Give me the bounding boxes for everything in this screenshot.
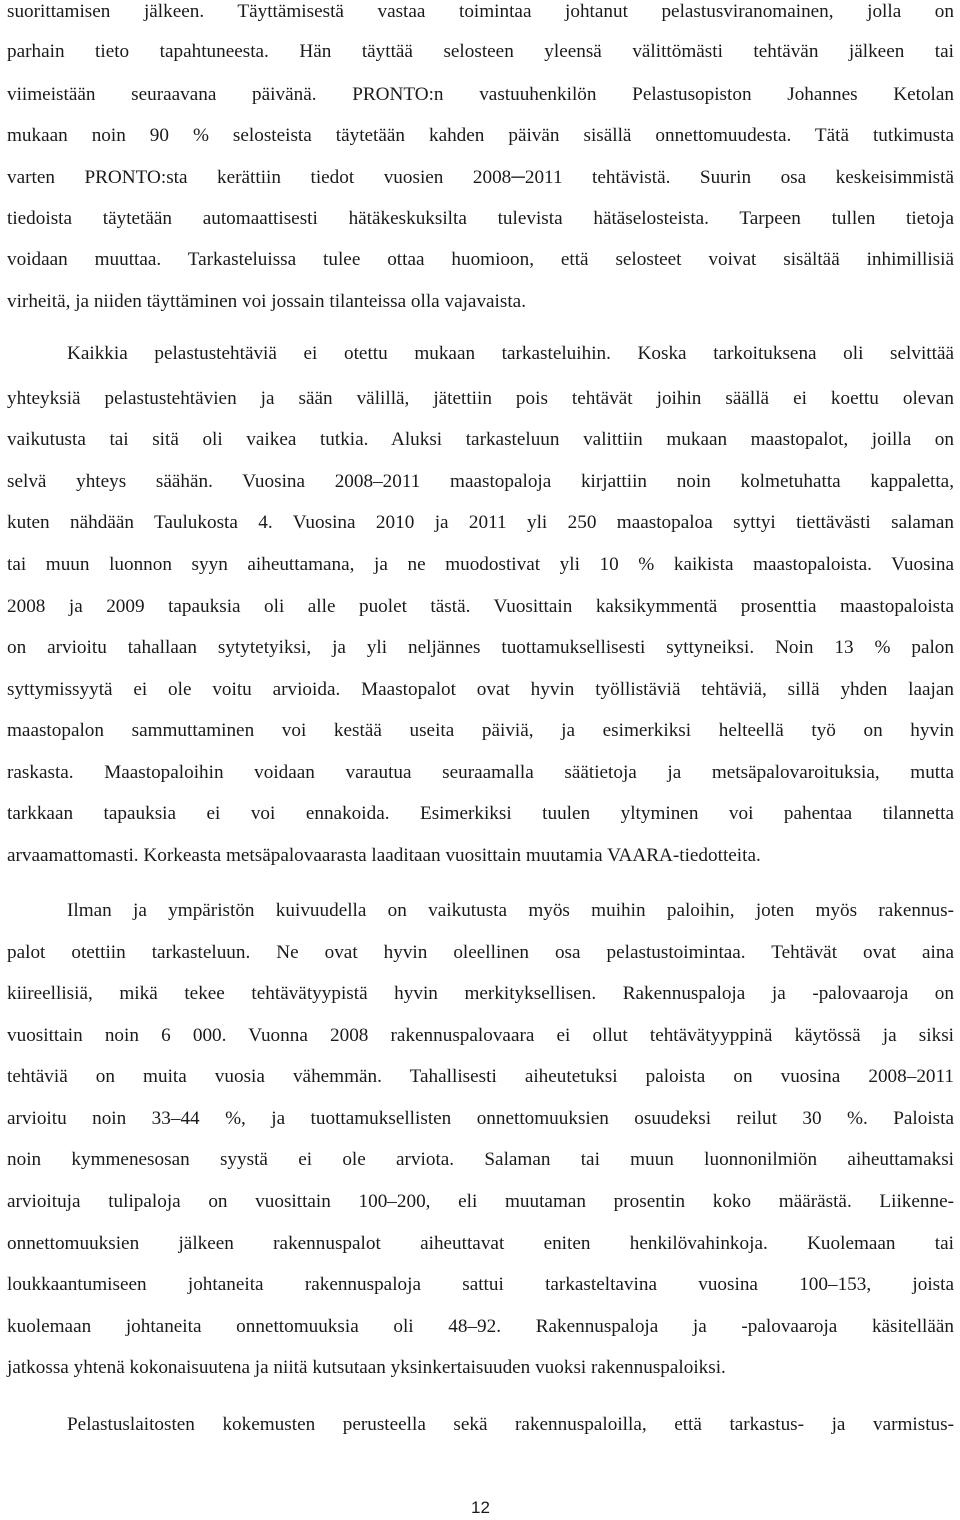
text-line: maastopalon sammuttaminen voi kestää useita päiviä, ja esimerkiksi helteellä työ on hyvin bbox=[7, 720, 954, 741]
document-page bbox=[7, 0, 954, 1520]
text-line: loukkaantumiseen johtaneita rakennuspaloja sattui tarkasteltavina vuosina 100–153, joista bbox=[7, 1274, 954, 1295]
text-line: onnettomuuksien jälkeen rakennuspalot aiheuttavat eniten henkilövahinkoja. Kuolemaan tai bbox=[7, 1233, 954, 1254]
text-line: tiedoista täytetään automaattisesti hätäkeskuksilta tulevista hätäselosteista. Tarpeen tullen tietoja bbox=[7, 208, 954, 229]
text-line: tai muun luonnon syyn aiheuttamana, ja ne muodostivat yli 10 % kaikista maastopaloista. Vuosina bbox=[7, 554, 954, 575]
text-line: Pelastuslaitosten kokemusten perusteella sekä rakennuspaloilla, että tarkastus- ja varmistus- bbox=[67, 1414, 954, 1435]
text-line: selvä yhteys säähän. Vuosina 2008–2011 maastopaloja kirjattiin noin kolmetuhatta kappaletta, bbox=[7, 471, 954, 492]
text-line: palot otettiin tarkasteluun. Ne ovat hyvin oleellinen osa pelastustoimintaa. Tehtävät ovat aina bbox=[7, 942, 954, 963]
text-line: syttymissyytä ei ole voitu arvioida. Maastopalot ovat hyvin työllistäviä tehtäviä, sillä yhden laajan bbox=[7, 679, 954, 700]
text-line: vuosittain noin 6 000. Vuonna 2008 rakennuspalovaara ei ollut tehtävätyyppinä käytössä ja siksi bbox=[7, 1025, 954, 1046]
text-line: Ilman ja ympäristön kuivuudella on vaikutusta myös muihin paloihin, joten myös rakennus- bbox=[67, 900, 954, 921]
text-line: voidaan muuttaa. Tarkasteluissa tulee ottaa huomioon, että selosteet voivat sisältää inhimillisiä bbox=[7, 249, 954, 270]
text-line: kuten nähdään Taulukosta 4. Vuosina 2010 ja 2011 yli 250 maastopaloa syttyi tiettävästi salaman bbox=[7, 512, 954, 533]
text-line: suorittamisen jälkeen. Täyttämisestä vastaa toimintaa johtanut pelastusviranomainen, jolla on bbox=[7, 1, 954, 22]
text-line: parhain tieto tapahtuneesta. Hän täyttää selosteen yleensä välittömästi tehtävän jälkeen tai bbox=[7, 41, 954, 62]
text-line: arvioitu noin 33–44 %, ja tuottamuksellisten onnettomuuksien osuudeksi reilut 30 %. Paloista bbox=[7, 1108, 954, 1129]
text-line: arvioituja tulipaloja on vuosittain 100–200, eli muutaman prosentin koko määrästä. Liikenne- bbox=[7, 1191, 954, 1212]
text-line: viimeistään seuraavana päivänä. PRONTO:n vastuuhenkilön Pelastusopiston Johannes Ketolan bbox=[7, 84, 954, 105]
text-line: tarkkaan tapauksia ei voi ennakoida. Esimerkiksi tuulen yltyminen voi pahentaa tilannetta bbox=[7, 803, 954, 824]
text-line: 2008 ja 2009 tapauksia oli alle puolet tästä. Vuosittain kaksikymmentä prosenttia maastopaloista bbox=[7, 596, 954, 617]
page-number: 12 bbox=[471, 1498, 490, 1517]
text-line: arvaamattomasti. Korkeasta metsäpalovaarasta laaditaan vuosittain muutamia VAARA-tiedotteita. bbox=[7, 845, 761, 866]
text-line: virheitä, ja niiden täyttäminen voi jossain tilanteissa olla vajavaista. bbox=[7, 291, 526, 312]
text-line: mukaan noin 90 % selosteista täytetään kahden päivän sisällä onnettomuudesta. Tätä tutkimusta bbox=[7, 125, 954, 146]
text-line: varten PRONTO:sta kerättiin tiedot vuosien 2008─2011 tehtävistä. Suurin osa keskeisimmistä bbox=[7, 167, 954, 188]
text-line: kiireellisiä, mikä tekee tehtävätyypistä hyvin merkityksellisen. Rakennuspaloja ja -palovaaroja on bbox=[7, 983, 954, 1004]
text-line: yhteyksiä pelastustehtävien ja sään välillä, jätettiin pois tehtävät joihin säällä ei koettu olevan bbox=[7, 388, 954, 409]
text-line: on arvioitu tahallaan sytytetyiksi, ja yli neljännes tuottamuksellisesti syttyneiksi. Noin 13 % palon bbox=[7, 637, 954, 658]
text-line: tehtäviä on muita vuosia vähemmän. Tahallisesti aiheutetuksi paloista on vuosina 2008–2011 bbox=[7, 1066, 954, 1087]
text-line: raskasta. Maastopaloihin voidaan varautua seuraamalla säätietoja ja metsäpalovaroituksia, mutta bbox=[7, 762, 954, 783]
text-line: kuolemaan johtaneita onnettomuuksia oli 48–92. Rakennuspaloja ja -palovaaroja käsitellään bbox=[7, 1316, 954, 1337]
text-line: Kaikkia pelastustehtäviä ei otettu mukaan tarkasteluihin. Koska tarkoituksena oli selvittää bbox=[67, 343, 954, 364]
text-line: noin kymmenesosan syystä ei ole arviota. Salaman tai muun luonnonilmiön aiheuttamaksi bbox=[7, 1149, 954, 1170]
text-line: vaikutusta tai sitä oli vaikea tutkia. Aluksi tarkasteluun valittiin mukaan maastopalot, joilla on bbox=[7, 429, 954, 450]
text-line: jatkossa yhtenä kokonaisuutena ja niitä kutsutaan yksinkertaisuuden vuoksi rakennuspaloiksi. bbox=[7, 1357, 726, 1378]
